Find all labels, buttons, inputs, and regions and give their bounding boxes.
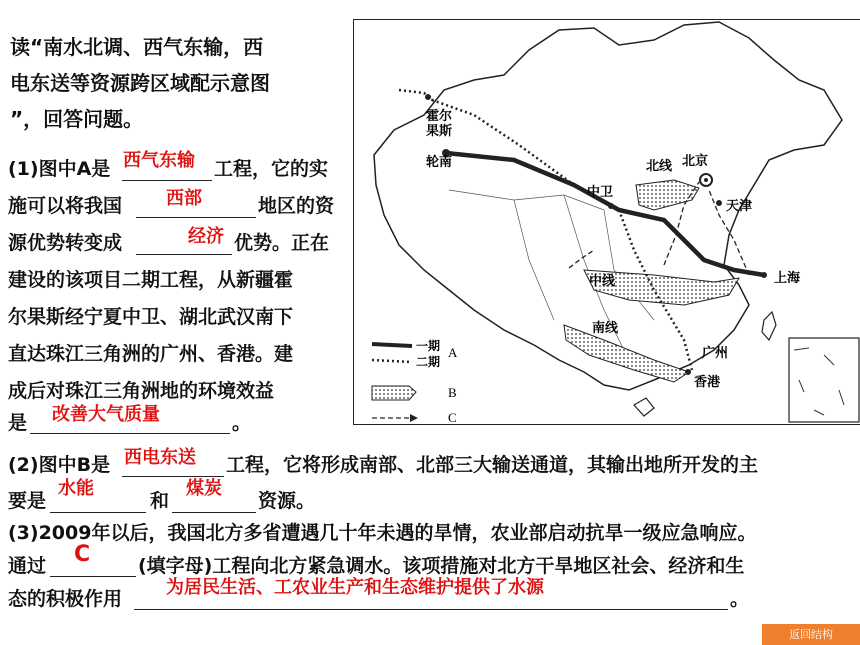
answer-a4: 改善大气质量 <box>52 404 160 425</box>
label-huoerguosi-2: 果斯 <box>426 123 453 138</box>
label-north-route: 北线 <box>646 158 673 173</box>
route-B-south <box>564 325 689 382</box>
legend-A: A <box>448 345 458 360</box>
label-lunnan: 轮南 <box>426 154 453 169</box>
answer-a3: 经济 <box>188 226 224 247</box>
q1-line-1b: 工程，它的实 <box>214 158 329 180</box>
city-dot-guangzhou <box>685 369 691 375</box>
answer-b2: 水能 <box>58 478 94 499</box>
q1-line-8b: 。 <box>232 412 252 434</box>
blank-a4[interactable] <box>30 433 230 434</box>
q1-line-2a: 施可以将我国 <box>8 195 123 217</box>
label-south-route: 南线 <box>592 320 619 335</box>
q2-line-2b: 和 <box>150 490 170 512</box>
map-legend <box>372 338 458 424</box>
q1-line-1a: (1)图中A是 <box>8 158 111 180</box>
label-middle-route: 中线 <box>589 273 616 288</box>
map-svg <box>354 20 860 424</box>
route-B-north <box>636 180 699 210</box>
label-huoerguosi-1: 霍尔 <box>426 108 453 123</box>
resource-transfer-map <box>353 19 860 425</box>
blank-c2[interactable] <box>134 609 728 610</box>
q1-line-7: 成后对珠江三角洲地的环境效益 <box>8 380 275 402</box>
q2-line-2a: 要是 <box>8 490 47 512</box>
label-tianjin: 天津 <box>726 198 753 213</box>
blank-a2[interactable] <box>136 217 256 218</box>
city-dot-huoerguosi <box>425 94 431 100</box>
blank-a3[interactable] <box>136 254 232 255</box>
blank-a1[interactable] <box>122 180 212 181</box>
legend-phase2: 二期 <box>416 355 441 369</box>
q3-line-2a: 通过 <box>8 555 47 577</box>
city-dot-shanghai <box>761 272 767 278</box>
q3-line-3b: 。 <box>730 588 750 610</box>
answer-a2: 西部 <box>166 188 202 209</box>
answer-c1: C <box>74 542 91 567</box>
blank-c1[interactable] <box>50 576 136 577</box>
q1-line-2b: 地区的资 <box>258 195 335 217</box>
q1-line-3a: 源优势转变成 <box>8 232 123 254</box>
intro-line-1: 读“南水北调、西气东输，西 <box>10 35 264 59</box>
q3-line-3a: 态的积极作用 <box>8 588 123 610</box>
q1-line-6: 直达珠江三角洲的广州、香港。建 <box>8 343 294 365</box>
label-zhongwei: 中卫 <box>587 184 614 199</box>
q3-line-2b: (填字母)工程向北方紧急调水。该项措施对北方干旱地区社会、经济和生 <box>138 555 745 577</box>
label-beijing: 北京 <box>682 153 709 168</box>
intro-line-3: ”，回答问题。 <box>10 107 144 131</box>
answer-b3: 煤炭 <box>186 478 222 499</box>
q2-line-2c: 资源。 <box>258 490 316 512</box>
legend-B: B <box>448 385 457 400</box>
blank-b3[interactable] <box>172 512 256 513</box>
answer-b1: 西电东送 <box>124 447 196 468</box>
city-dot-tianjin <box>716 200 722 206</box>
back-to-structure-button[interactable]: 返回结构 <box>762 624 860 645</box>
q1-line-8a: 是 <box>8 412 28 434</box>
answer-c2: 为居民生活、工农业生产和生态维护提供了水源 <box>166 577 544 598</box>
label-guangzhou: 广州 <box>702 345 729 360</box>
q1-line-5: 尔果斯经宁夏中卫、湖北武汉南下 <box>8 306 294 328</box>
legend-C: C <box>448 410 457 424</box>
q1-line-3b: 优势。正在 <box>234 232 330 254</box>
legend-phase1: 一期 <box>416 339 441 353</box>
city-dot-zhongwei <box>608 203 614 209</box>
label-hongkong: 香港 <box>694 374 721 389</box>
q1-line-4: 建设的该项目二期工程，从新疆霍 <box>8 269 294 291</box>
answer-a1: 西气东输 <box>123 150 195 171</box>
q2-line-1b: 工程，它将形成南部、北部三大输送通道，其输出地所开发的主 <box>226 454 759 476</box>
intro-line-2: 电东送等资源跨区域配示意图 <box>10 71 270 95</box>
blank-b2[interactable] <box>50 512 146 513</box>
q3-line-1: (3)2009年以后，我国北方多省遭遇几十年未遇的旱情，农业部启动抗旱一级应急响应。 <box>8 522 757 544</box>
label-shanghai: 上海 <box>774 270 801 285</box>
q2-line-1a: (2)图中B是 <box>8 454 111 476</box>
